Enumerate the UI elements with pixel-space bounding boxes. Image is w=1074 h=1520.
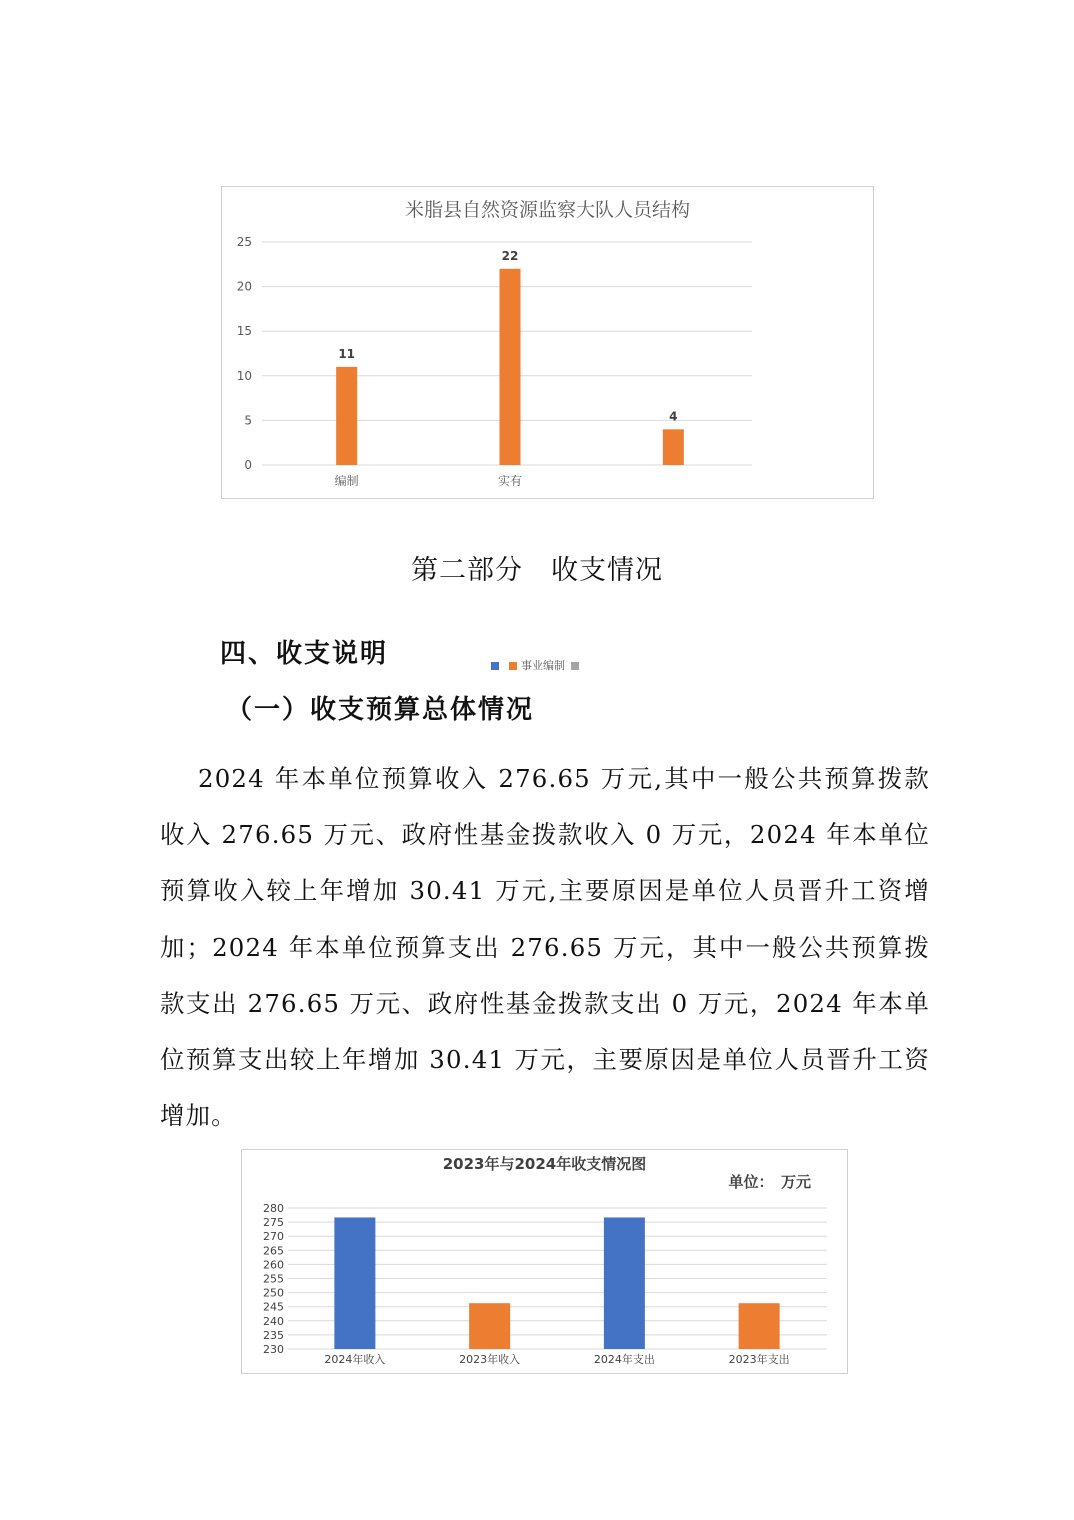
x-tick-label: 2024年收入 [324, 1353, 386, 1366]
y-tick-label: 275 [263, 1216, 284, 1230]
income-expense-chart [241, 1149, 848, 1374]
x-tick-label: 实有 [497, 474, 523, 488]
bar [334, 1217, 375, 1349]
bar [604, 1217, 645, 1349]
x-tick-label: 编制 [334, 474, 359, 488]
data-label: 22 [501, 248, 519, 263]
y-tick-label: 265 [263, 1244, 284, 1258]
x-tick-label: 2023年收入 [459, 1353, 521, 1366]
y-tick-label: 270 [263, 1230, 284, 1244]
budget-paragraph: 2024 年本单位预算收入 276.65 万元,其中一般公共预算拨款收入 276.65 万元、政府性基金拨款收入 0 万元，2024 年本单位预算收入较上年增加 30.41 万元,主要原因是单位人员晋升工资增加；2024 年本单位预算支出 276.65 万元，其中一般公共预算拨款支出 276.65 万元、政府性基金拨款支出 0 万元，2024 年本单位预算支出较上年增加 30.41 万元，主要原因是单位人员晋升工资增加。 [160, 764, 930, 1131]
bar [336, 367, 357, 465]
data-label: 4 [669, 409, 678, 424]
data-label: 11 [338, 346, 356, 361]
legend-swatch-blue [491, 662, 499, 670]
chart-legend [485, 657, 583, 673]
y-tick-label: 20 [236, 279, 252, 294]
y-tick-label: 240 [263, 1314, 284, 1328]
x-tick-label: 2023年支出 [728, 1353, 790, 1366]
y-tick-label: 230 [263, 1343, 284, 1356]
bar [500, 269, 521, 465]
legend-swatch-orange [509, 662, 517, 670]
heading-income-expense: 四、收支说明 [220, 639, 389, 669]
y-tick-label: 235 [263, 1328, 284, 1342]
chart-title: 2023年与2024年收支情况图 [442, 1155, 647, 1173]
legend-swatch-gray [571, 662, 579, 670]
y-tick-label: 0 [244, 458, 252, 472]
bar [739, 1303, 780, 1349]
staff-structure-chart-plot [222, 187, 875, 500]
y-tick-label: 280 [263, 1202, 284, 1215]
heading-budget-overview: （一）收支预算总体情况 [226, 695, 535, 725]
income-expense-chart-plot [242, 1150, 849, 1375]
y-tick-label: 260 [263, 1258, 284, 1272]
part-title: 第二部分 收支情况 [411, 555, 663, 586]
y-tick-label: 245 [263, 1300, 284, 1314]
y-tick-label: 25 [236, 235, 252, 249]
y-tick-label: 255 [263, 1272, 284, 1286]
chart-unit: 单位： 万元 [728, 1173, 811, 1191]
y-tick-label: 15 [236, 324, 252, 339]
chart-title: 米脂县自然资源监察大队人员结构 [404, 199, 690, 221]
legend-label: 事业编制 [521, 659, 565, 672]
bar [663, 429, 684, 465]
y-tick-label: 5 [244, 413, 252, 428]
y-tick-label: 10 [236, 368, 252, 383]
bar [469, 1303, 510, 1349]
x-tick-label: 2024年支出 [593, 1353, 655, 1366]
y-tick-label: 250 [263, 1286, 284, 1300]
